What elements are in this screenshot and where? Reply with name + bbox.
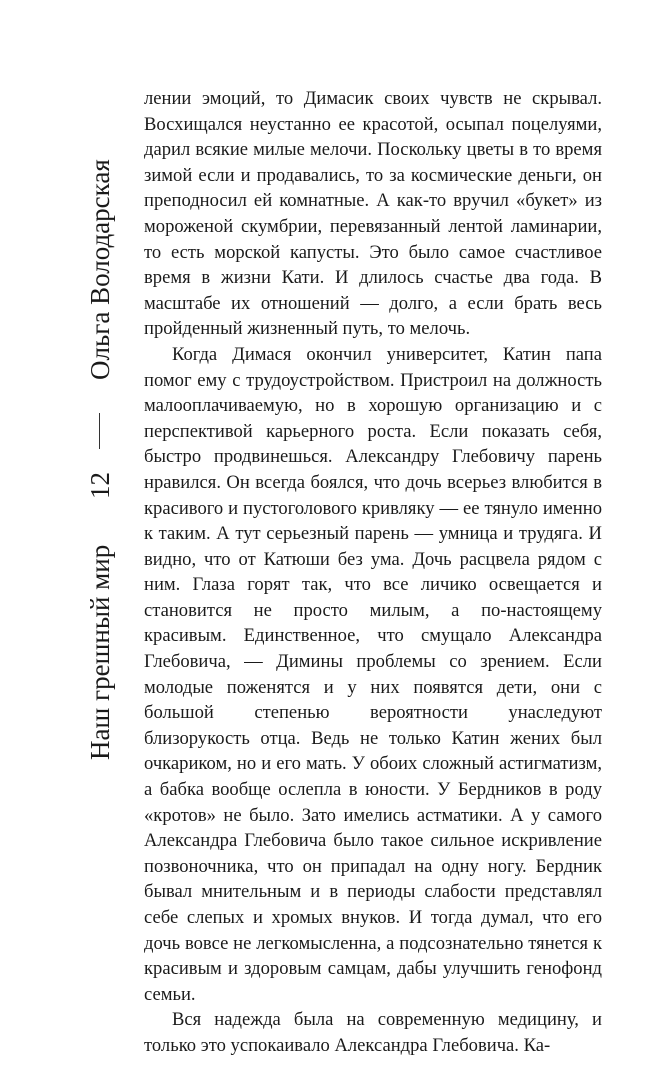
paragraph: Вся надежда была на современную медицину, и только это успокаивало Александра Глебовича. Ка- [144,1009,602,1056]
page-number: 12 [85,472,115,500]
running-head-book-title: Наш грешный мир [85,544,115,760]
running-head-divider [99,413,100,449]
paragraph-continued: лении эмоций, то Димасик своих чувств не скрывал. Восхищался неустанно ее красотой, осыпал поцелуями, дарил всякие милые мелочи. Поскольку цветы в то время зимой если и продавались, то за космические деньги, он преподносил ей комнатные. А как-то вручил «букет» из мороженой скумбрии, перевязанный лентой ламинарии, то есть морской капусты. Это было самое счастливое время в жизни Кати. И длилось счастье два года. В масштабе их отношений — долго, а если брать весь пройденный жизненный путь, то мелочь. [144,88,602,340]
running-head [80,130,120,760]
body-text [144,86,602,1059]
running-head-author: Ольга Володарская [85,159,115,381]
paragraph: Когда Димася окончил университет, Катин папа помог ему с трудоустройством. Пристроил на должность малооплачиваемую, но в хорошую организацию и с перспективой карьерного роста. Если показать себя, быстро продвинешься. Александру Глебовичу парень нравился. Он всегда боялся, что дочь всерьез влюбится в красивого и пустоголового кривляку — ее тянуло именно к таким. А тут серьезный парень — умница и трудяга. И видно, что от Катюши без ума. Дочь расцвела рядом с ним. Глаза горят так, что все личико освещается и становится не просто милым, а по-настоящему красивым. Единственное, что смущало Александра Глебовича, — Димины проблемы со зрением. Если молодые поженятся и у них появятся дети, они с большой степенью вероятности унаследуют близорукость отца. Ведь не только Катин жених был очкариком, но и его мать. У обоих сложный астигматизм, а бабка вообще ослепла в юности. У Бердников в роду «кротов» не было. Зато имелись астматики. А у самого Александра Глебовича было такое сильное искривление позвоночника, что он припадал на одну ногу. Бердник бывал мнительным и в периоды слабости представлял себе слепых и хромых внуков. И тогда думал, что его дочь вовсе не легкомысленна, а подсознательно тянется к красивым и здоровым самцам, дабы улучшить генофонд семьи. [144,343,602,1005]
